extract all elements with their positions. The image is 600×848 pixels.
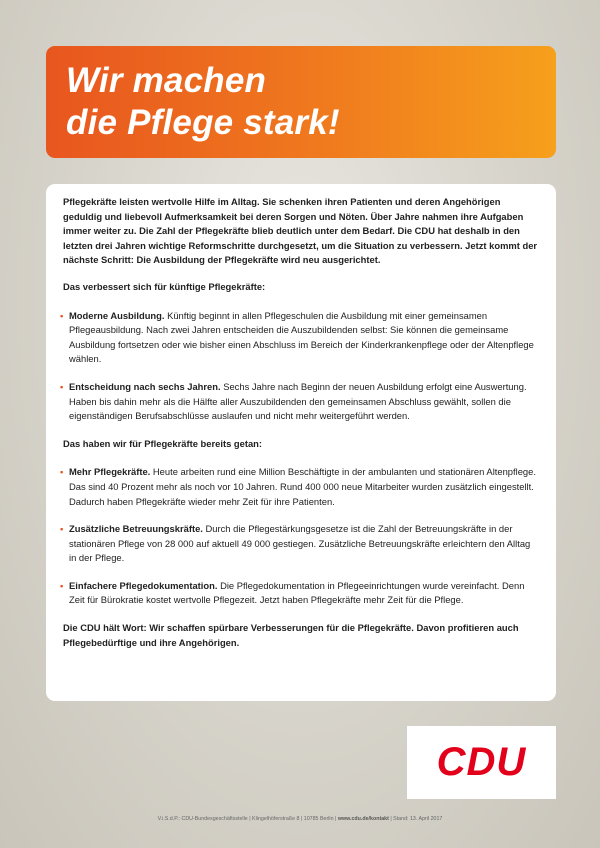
item-title: Entscheidung nach sechs Jahren. [69,380,221,392]
list-item [60,380,539,424]
item-title: Einfachere Pflegedokumentation. [69,579,218,591]
cdu-logo [407,726,556,799]
item-title: Zusätzliche Betreuungskräfte. [69,523,203,535]
bullet-icon: • [60,579,64,591]
item-title: Mehr Pflegekräfte. [69,466,151,478]
list-item [60,465,539,509]
list-item [60,579,539,608]
footer-imprint-text: V.i.S.d.P.: CDU-Bundesgeschäftsstelle | Klingelhöferstraße 8 | 10785 Berlin | [157,816,338,822]
bullet-icon: • [60,466,64,478]
footer-imprint [0,816,600,822]
bullet-icon: • [60,309,64,321]
closing-paragraph: Die CDU hält Wort: Wir schaffen spürbare Verbesserungen für die Pflegekräfte. Davon profitieren auch Pflegebedürftige und ihre Angehörigen. [63,622,519,648]
footer-date-text: | Stand: 13. April 2017 [388,816,443,822]
cdu-logo-text: CDU [436,740,527,784]
content-panel [46,184,556,701]
item-title: Moderne Ausbildung. [69,309,165,321]
item-text: Heute arbeiten rund eine Million Beschäftigte in der ambulanten und stationären Altenpflege. Das sind 40 Prozent mehr als noch vor 10 Jahren. Rund 400 000 neue Mitarbeiter wurden zusätzlich eingestellt. Dadurch haben Pflegekräfte wieder mehr Zeit für ihre Patienten. [69,466,536,507]
item-text: Die Pflegedokumentation in Pflegeeinrichtungen wurde vereinfacht. Denn Zeit für Bürokratie kostet wertvolle Pflegezeit. Jetzt haben Pflegekräfte mehr Zeit für die Pflege. [69,579,525,606]
item-text: Künftig beginnt in allen Pflegeschulen die Ausbildung mit einer gemeinsamen Pflegeausbildung. Nach zwei Jahren entscheiden die Auszubildenden selbst: Sie können die gemeinsame Ausbildung fortsetzen oder wie bisher einen Abschluss im Bereich der Kinderkrankenpflege oder der Altenpflege wählen. [69,309,534,365]
section-heading-future: Das verbessert sich für künftige Pflegekräfte: [63,280,266,292]
list-item [60,522,539,566]
intro-paragraph: Pflegekräfte leisten wertvolle Hilfe im Alltag. Sie schenken ihren Patienten und deren Angehörigen geduldig und liebevoll Aufmerksamkeit bei deren Sorgen und Nöten. Über Jahre nahmen ihre Aufgaben immer weiter zu. Die Zahl der Pflegekräfte blieb deutlich unter dem Bedarf. Die CDU hat deshalb in den letzten drei Jahren wichtige Reformschritte durchgesetzt, um die Situation zu verbessern. Jetzt kommt der nächste Schritt: Die Ausbildung der Pflegekräfte wird neu ausgerichtet. [63,196,538,266]
section-heading-done: Das haben wir für Pflegekräfte bereits getan: [63,437,263,449]
item-text: Sechs Jahre nach Beginn der neuen Ausbildung erfolgt eine Auswertung. Haben bis dahin mehr als die Hälfte aller Auszubildenden den gemeinsamen Abschluss gewählt, sollen die eigenständigen Berufsabschlüsse auslaufen und nicht mehr weitergeführt werden. [69,380,527,422]
bullet-icon: • [60,380,64,392]
list-item [60,309,539,367]
footer-contact-link[interactable]: www.cdu.de/kontakt [337,816,389,822]
bullet-icon: • [60,523,64,535]
headline-line-1: Wir machen [66,61,267,100]
item-text: Durch die Pflegestärkungsgesetze ist die Zahl der Betreuungskräfte in der stationären Pflege von 28 000 auf aktuell 49 000 gestiegen. Zusätzliche Betreuungskräfte erleichtern den Alltag in der Pflege. [69,523,531,564]
headline-banner [46,46,556,158]
headline-line-2: die Pflege stark! [66,103,340,142]
